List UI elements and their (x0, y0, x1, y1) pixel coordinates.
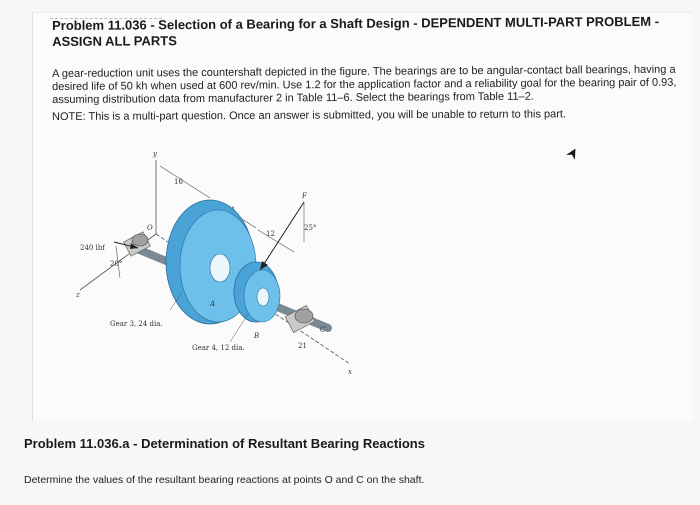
origin-label: O (147, 224, 153, 232)
y-axis-label: y (153, 150, 157, 158)
angle-25-label: 25° (304, 224, 317, 232)
dim-21-label: 21 (298, 342, 307, 350)
angle-20-label: 20° (110, 260, 123, 268)
dim-12-label: 12 (266, 230, 275, 238)
point-a-label: A (210, 300, 216, 308)
gear-4-label: Gear 4, 12 dia. (192, 344, 245, 352)
point-b-label: B (254, 332, 260, 340)
dim-16-label: 16 (174, 178, 183, 186)
point-c-label: C (320, 326, 326, 334)
shaft-figure (70, 142, 380, 374)
part-a-title: Problem 11.036.a - Determination of Resultant Bearing Reactions (24, 436, 425, 451)
x-axis-label: x (348, 368, 352, 374)
z-axis-label: z (76, 291, 80, 299)
problem-title: Problem 11.036 - Selection of a Bearing for a Shaft Design - DEPENDENT MULTI-PART PROBLEM - ASSIGN ALL PARTS (52, 13, 660, 49)
problem-note: NOTE: This is a multi-part question. Once an answer is submitted, you will be unable to return to this part. (52, 108, 567, 123)
force-240-label: 240 lbf (80, 244, 105, 252)
gear-4 (234, 262, 280, 322)
part-a-text: Determine the values of the resultant bearing reactions at points O and C on the shaft. (24, 474, 425, 486)
force-f-label: F (302, 192, 307, 200)
gear-3-label: Gear 3, 24 dia. (110, 320, 163, 328)
mouse-cursor-icon (566, 146, 580, 160)
problem-description: A gear-reduction unit uses the countershaft depicted in the figure. The bearings are to be angular-contact ball bearings, having a desired life of 50 kh when used at 600 rev/min. Use 1.2 for the application factor and a reliability goal for the bearing pair of 0.93, assuming distribution data from manufacturer 2 in Table 11–6. Select the bearings from Table 11–2. (52, 63, 677, 106)
